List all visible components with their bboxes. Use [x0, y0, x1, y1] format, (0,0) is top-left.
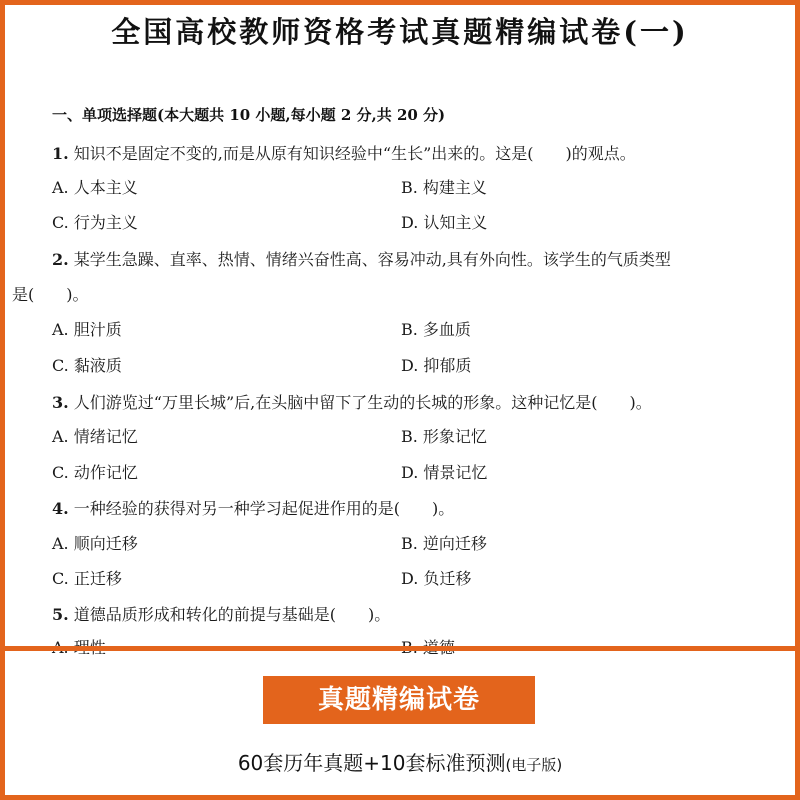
option-b[interactable]: B. 形象记忆 [401, 427, 487, 446]
option-a[interactable]: A. 胆汁质 [52, 320, 122, 339]
footer-subtitle-small: (电子版) [505, 756, 563, 774]
option-c[interactable]: C. 正迁移 [52, 569, 122, 588]
option-c[interactable]: C. 行为主义 [52, 213, 138, 232]
option-d[interactable]: D. 负迁移 [401, 569, 472, 588]
option-a[interactable]: A. 顺向迁移 [52, 534, 138, 553]
question-text: 道德品质形成和转化的前提与基础是( )。 [73, 605, 391, 624]
section-heading: 一、单项选择题(本大题共 10 小题,每小题 2 分,共 20 分) [52, 106, 446, 124]
footer-subtitle-main: 60套历年真题+10套标准预测 [237, 751, 506, 775]
question-text: 知识不是固定不变的,而是从原有知识经验中“生长”出来的。这是( )的观点。 [73, 144, 636, 163]
option-b[interactable]: B. 多血质 [401, 320, 471, 339]
option-c[interactable]: C. 黏液质 [52, 356, 122, 375]
option-b[interactable]: B. 构建主义 [401, 178, 487, 197]
question-text: 某学生急躁、直率、热情、情绪兴奋性高、容易冲动,具有外向性。该学生的气质类型 [73, 250, 671, 269]
option-d[interactable]: D. 情景记忆 [401, 463, 488, 482]
question-text-continued: 是( )。 [12, 285, 89, 304]
page-title: 全国高校教师资格考试真题精编试卷(一) [111, 15, 689, 49]
option-a[interactable]: A. 人本主义 [52, 178, 138, 197]
option-d[interactable]: D. 认知主义 [401, 213, 488, 232]
option-a[interactable]: A. 情绪记忆 [52, 427, 138, 446]
question-number: 3. [52, 393, 69, 412]
option-c[interactable]: C. 动作记忆 [52, 463, 138, 482]
option-b[interactable]: B. 逆向迁移 [401, 534, 487, 553]
question-number: 5. [52, 605, 69, 624]
question-number: 2. [52, 250, 69, 269]
question-text: 人们游览过“万里长城”后,在头脑中留下了生动的长城的形象。这种记忆是( )。 [73, 393, 652, 412]
question-number: 1. [52, 144, 69, 163]
footer-banner: 真题精编试卷 [263, 676, 535, 724]
option-d[interactable]: D. 抑郁质 [401, 356, 472, 375]
question-number: 4. [52, 499, 69, 518]
question-text: 一种经验的获得对另一种学习起促进作用的是( )。 [73, 499, 455, 518]
